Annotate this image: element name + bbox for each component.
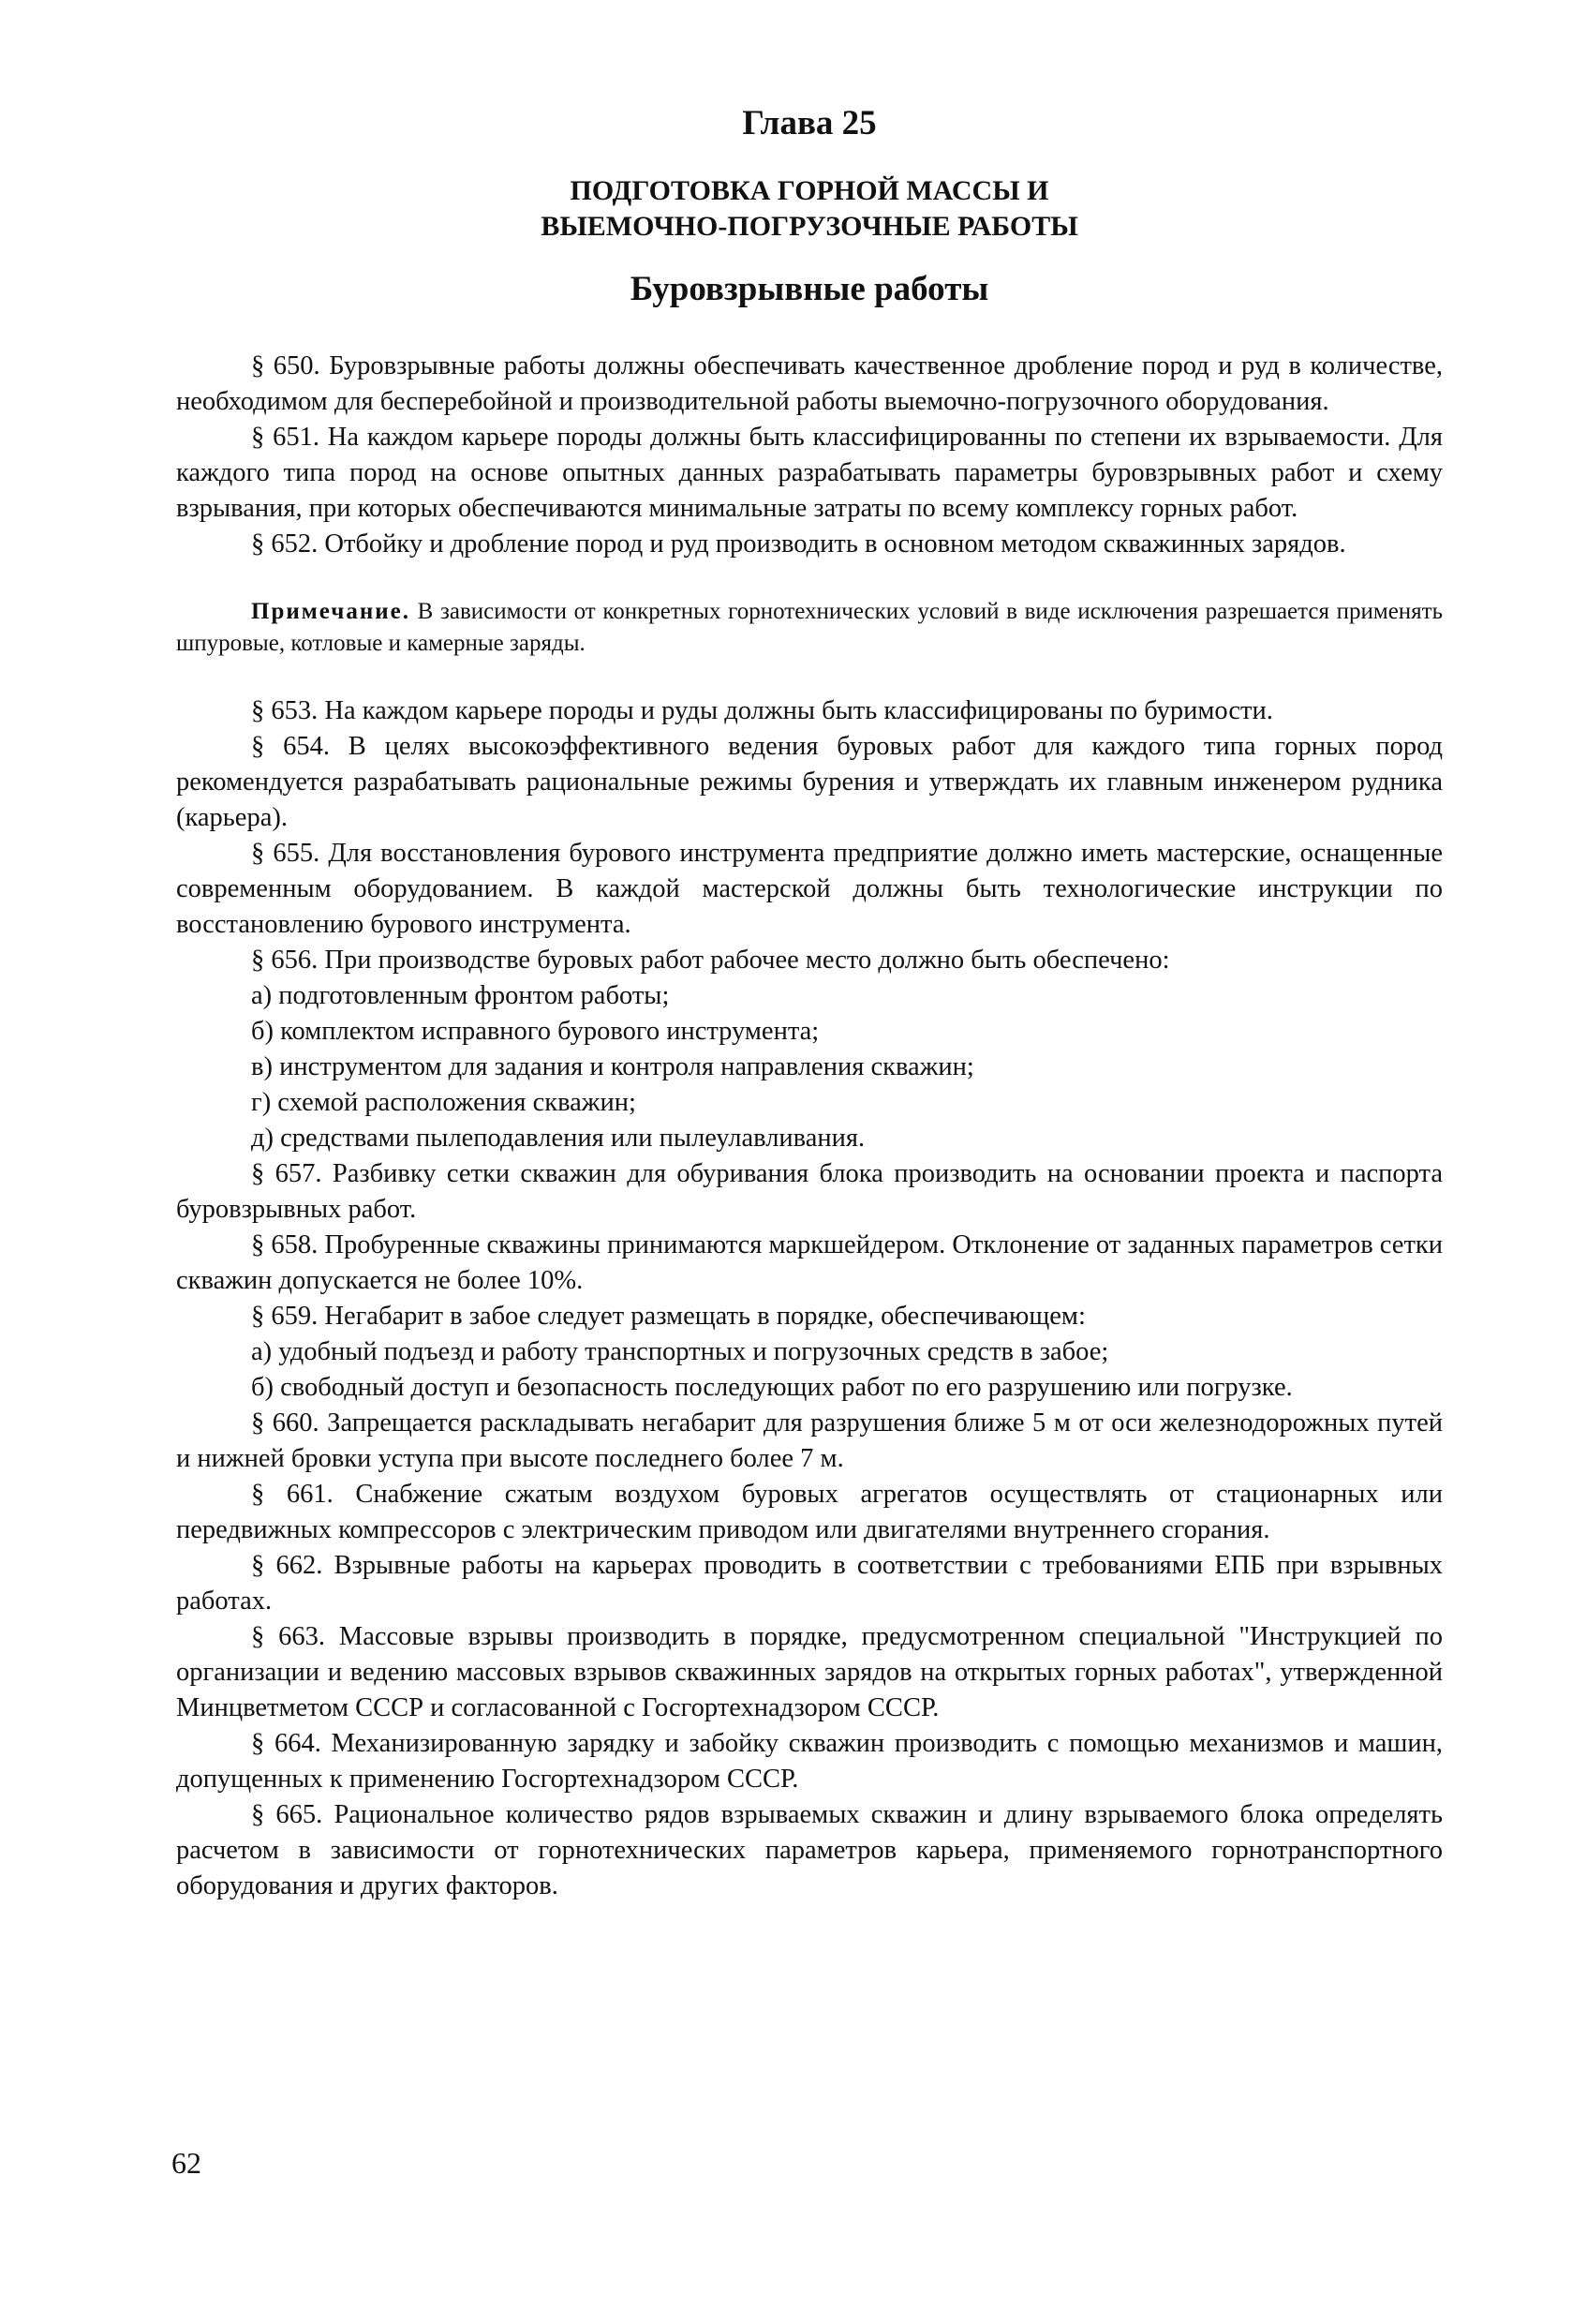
paragraph-663: § 663. Массовые взрывы производить в порядке, предусмотренном специальной "Инструкцией по организации и ведению массовых взрывов скважинных зарядов на открытых горных работах", утвержденной Минцветметом СССР и согласованной с Госгортехнадзором СССР. (176, 1622, 1443, 1722)
section-title: Буровзрывные работы (630, 270, 989, 308)
chapter-title-line: ПОДГОТОВКА ГОРНОЙ МАССЫ И (570, 175, 1049, 206)
note (176, 596, 1443, 660)
list-item-656-b: б) комплектом исправного бурового инструмента; (251, 1017, 820, 1046)
paragraph-656: § 656. При производстве буровых работ рабочее место должно быть обеспечено: (251, 946, 1170, 975)
paragraph-652: § 652. Отбойку и дробление пород и руд производить в основном методом скважинных зарядов. (251, 529, 1346, 559)
paragraph-653: § 653. На каждом карьере породы и руды должны быть классифицированы по буримости. (251, 696, 1273, 725)
paragraph-658: § 658. Пробуренные скважины принимаются маркшейдером. Отклонение от заданных параметров сетки скважин допускается не более 10%. (176, 1230, 1443, 1295)
list-item-656-c: в) инструментом для задания и контроля направления скважин; (251, 1052, 974, 1081)
text-block (176, 103, 1443, 1904)
paragraph-655: § 655. Для восстановления бурового инструмента предприятие должно иметь мастерские, оснащенные современным оборудованием. В каждой мастерской должны быть технологические инструкции по восстановлению бурового инструмента. (176, 839, 1443, 939)
paragraph-657: § 657. Разбивку сетки скважин для обуривания блока производить на основании проекта и паспорта буровзрывных работ. (176, 1159, 1443, 1224)
list-item-659-b: б) свободный доступ и безопасность последующих работ по его разрушению или погрузке. (251, 1373, 1293, 1402)
paragraph-664: § 664. Механизированную зарядку и забойку скважин производить с помощью механизмов и машин, допущенных к применению Госгортехнадзором СССР. (176, 1729, 1443, 1794)
page-number: 62 (171, 2146, 201, 2180)
chapter-heading: Глава 25 (742, 104, 877, 142)
chapter-title (176, 173, 1443, 245)
paragraph-665: § 665. Рациональное количество рядов взрываемых скважин и длину взрываемого блока определять расчетом в зависимости от горнотехнических параметров карьера, применяемого горнотранспортного оборудования и других факторов. (176, 1800, 1443, 1900)
list-item-656-d: г) схемой расположения скважин; (251, 1088, 636, 1117)
paragraph-654: § 654. В целях высокоэффективного ведения буровых работ для каждого типа горных пород рекомендуется разрабатывать рациональные режимы бурения и утверждать их главным инженером рудника (карьера). (176, 732, 1443, 832)
note-text: В зависимости от конкретных горнотехнических условий в виде исключения разрешается применять шпуровые, котловые и камерные заряды. (176, 599, 1443, 656)
list-item-656-a: а) подготовленным фронтом работы; (251, 981, 670, 1010)
paragraph-651: § 651. На каждом карьере породы должны быть классифицированны по степени их взрываемости. Для каждого типа пород на основе опытных данных разрабатывать параметры буровзрывных работ и схему взрывания, при которых обеспечиваются минимальные затраты по всему комплексу горных работ. (176, 423, 1443, 523)
paragraph-661: § 661. Снабжение сжатым воздухом буровых агрегатов осуществлять от стационарных или передвижных компрессоров с электрическим приводом или двигателями внутреннего сгорания. (176, 1480, 1443, 1544)
list-item-659-a: а) удобный подъезд и работу транспортных и погрузочных средств в забое; (251, 1337, 1109, 1366)
paragraph-650: § 650. Буровзрывные работы должны обеспечивать качественное дробление пород и руд в количестве, необходимом для бесперебойной и производительной работы выемочно-погрузочного оборудования. (176, 351, 1443, 416)
paragraph-662: § 662. Взрывные работы на карьерах проводить в соответствии с требованиями ЕПБ при взрывных работах. (176, 1551, 1443, 1616)
note-label: Примечание. (251, 599, 411, 624)
list-item-656-e: д) средствами пылеподавления или пылеулавливания. (251, 1124, 866, 1153)
paragraph-659: § 659. Негабарит в забое следует размещать в порядке, обеспечивающем: (251, 1302, 1086, 1331)
chapter-title-line: ВЫЕМОЧНО-ПОГРУЗОЧНЫЕ РАБОТЫ (541, 211, 1078, 242)
paragraph-660: § 660. Запрещается раскладывать негабарит для разрушения ближе 5 м от оси железнодорожных путей и нижней бровки уступа при высоте последнего более 7 м. (176, 1408, 1443, 1473)
